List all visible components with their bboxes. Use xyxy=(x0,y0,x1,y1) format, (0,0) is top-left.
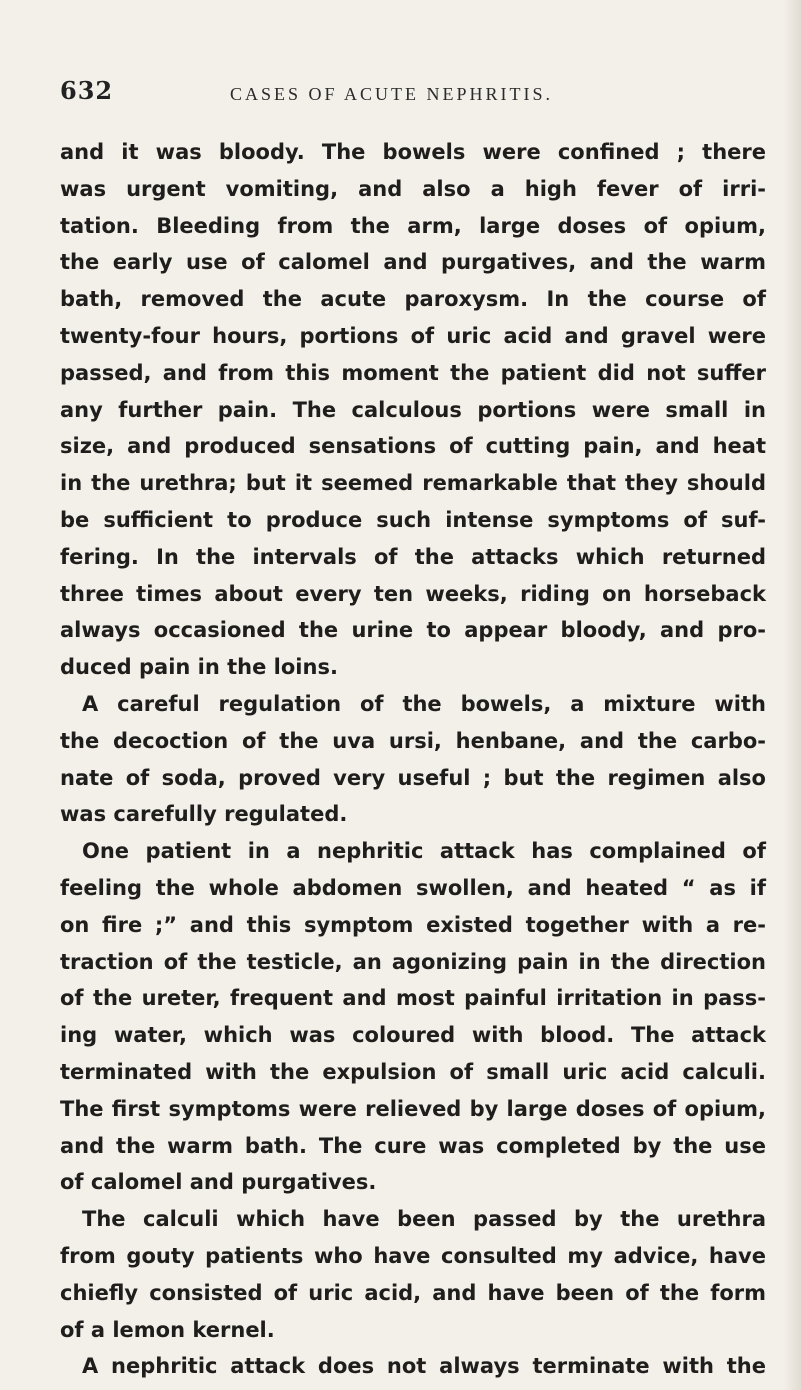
text-line: bath, removed the acute paroxysm. In the course of xyxy=(60,287,766,312)
text-line: and the warm bath. The cure was completed by the use xyxy=(60,1133,766,1158)
text-line: the early use of calomel and purgatives, and the warm xyxy=(60,250,766,275)
text-line: three times about every ten weeks, riding on horseback xyxy=(60,581,766,606)
page-edge-shadow xyxy=(783,0,801,1390)
text-line: of a lemon kernel. xyxy=(60,1317,275,1342)
text-line: feeling the whole abdomen swollen, and heated “ as if xyxy=(60,875,766,900)
text-line: ing water, which was coloured with blood. The attack xyxy=(60,1023,766,1048)
text-line: of calomel and purgatives. xyxy=(60,1170,377,1195)
paragraph-start: The calculi which have been passed by the urethra xyxy=(82,1207,766,1232)
text-line: fering. In the intervals of the attacks which returned xyxy=(60,544,766,569)
text-line: was urgent vomiting, and also a high fever of irri- xyxy=(60,176,766,201)
text-line: The first symptoms were relieved by large doses of opium, xyxy=(60,1096,766,1121)
body-text xyxy=(60,134,766,1385)
paragraph-start: A careful regulation of the bowels, a mixture with xyxy=(82,691,766,716)
text-line: and it was bloody. The bowels were confined ; there xyxy=(60,140,766,164)
text-line: the decoction of the uva ursi, henbane, and the carbo- xyxy=(60,728,766,753)
text-line: of the ureter, frequent and most painful irritation in pass- xyxy=(60,986,766,1011)
text-line: always occasioned the urine to appear bloody, and pro- xyxy=(60,618,766,643)
text-line: be sufficient to produce such intense symptoms of suf- xyxy=(60,507,766,532)
text-line: on fire ;” and this symptom existed together with a re- xyxy=(60,912,766,937)
text-line: was carefully regulated. xyxy=(60,802,348,827)
paragraph-start: One patient in a nephritic attack has complained of xyxy=(82,839,766,864)
text-line: size, and produced sensations of cutting pain, and heat xyxy=(60,434,766,459)
page-header xyxy=(60,76,760,116)
text-line: twenty-four hours, portions of uric acid and gravel were xyxy=(60,323,766,348)
text-line: nate of soda, proved very useful ; but the regimen also xyxy=(60,765,766,790)
paragraph-start: A nephritic attack does not always terminate with the xyxy=(82,1354,766,1379)
page-number: 632 xyxy=(60,76,114,105)
text-line: in the urethra; but it seemed remarkable that they should xyxy=(60,471,766,496)
text-line: chiefly consisted of uric acid, and have been of the form xyxy=(60,1280,766,1305)
text-line: terminated with the expulsion of small uric acid calculi. xyxy=(60,1059,766,1084)
text-line: passed, and from this moment the patient did not suffer xyxy=(60,360,766,385)
text-line: any further pain. The calculous portions were small in xyxy=(60,397,766,422)
running-head: CASES OF ACUTE NEPHRITIS. xyxy=(230,84,554,104)
text-line: duced pain in the loins. xyxy=(60,655,338,680)
text-line: traction of the testicle, an agonizing pain in the direction xyxy=(60,949,766,974)
text-line: from gouty patients who have consulted my advice, have xyxy=(60,1243,766,1268)
text-line: tation. Bleeding from the arm, large doses of opium, xyxy=(60,213,766,238)
